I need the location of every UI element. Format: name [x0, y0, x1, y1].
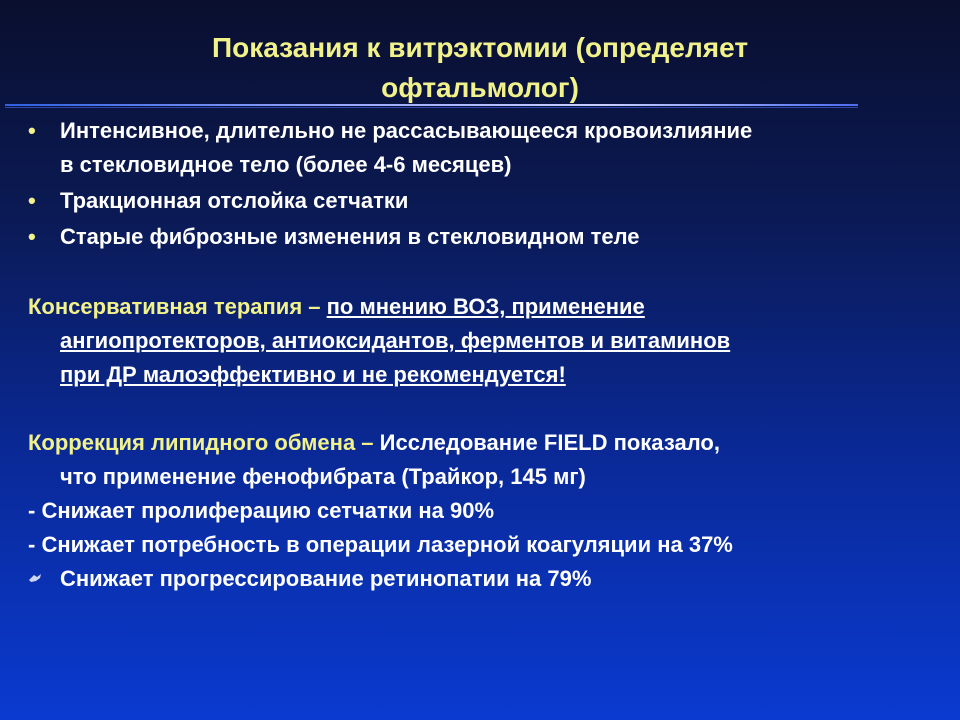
- bullet-item: [28, 220, 938, 254]
- lipid-item: Снижает прогрессирование ретинопатии на 79%: [60, 566, 592, 591]
- bullet-text-line: Старые фиброзные изменения в стекловидном теле: [60, 224, 640, 249]
- title-line-1: Показания к витрэктомии (определяет: [211, 32, 749, 63]
- conservative-text: ангиопротекторов, антиоксидантов, ферментов и витаминов: [60, 328, 731, 353]
- conservative-text: при ДР малоэффективно и не рекомендуется!: [60, 362, 566, 387]
- title-line-2: офтальмолог): [381, 72, 579, 103]
- spacer: [28, 392, 938, 426]
- bullet-dot-icon: •: [28, 188, 36, 213]
- bullet-item: [28, 114, 938, 182]
- title-divider: [5, 104, 858, 106]
- bullet-text-line: Интенсивное, длительно не рассасывающееся кровоизлияние: [60, 118, 753, 143]
- lipid-item: - Снижает пролиферацию сетчатки на 90%: [28, 498, 495, 523]
- bullet-text-line: Тракционная отслойка сетчатки: [60, 188, 409, 213]
- lipid-label: Коррекция липидного обмена –: [28, 430, 374, 455]
- title-divider-shadow: [5, 107, 858, 108]
- slide-title: [0, 28, 960, 108]
- spacer: [28, 256, 938, 290]
- bullet-item: [28, 184, 938, 218]
- bullet-text-line: в стекловидное тело (более 4-6 месяцев): [60, 152, 512, 177]
- lipid-item-row: [28, 562, 938, 596]
- hand-pointer-icon: [28, 572, 42, 584]
- conservative-text: по мнению ВОЗ, применение: [326, 294, 645, 319]
- conservative-label: Консервативная терапия –: [28, 294, 321, 319]
- lipid-correction-paragraph: [28, 426, 938, 596]
- lipid-item: - Снижает потребность в операции лазерной коагуляции на 37%: [28, 532, 733, 557]
- lipid-text: Исследование FIELD показало,: [379, 430, 720, 455]
- bullet-dot-icon: •: [28, 118, 36, 143]
- conservative-therapy-paragraph: [28, 290, 938, 392]
- bullet-dot-icon: •: [28, 224, 36, 249]
- lipid-text: что применение фенофибрата (Трайкор, 145 мг): [60, 464, 586, 489]
- slide-body: [28, 114, 938, 596]
